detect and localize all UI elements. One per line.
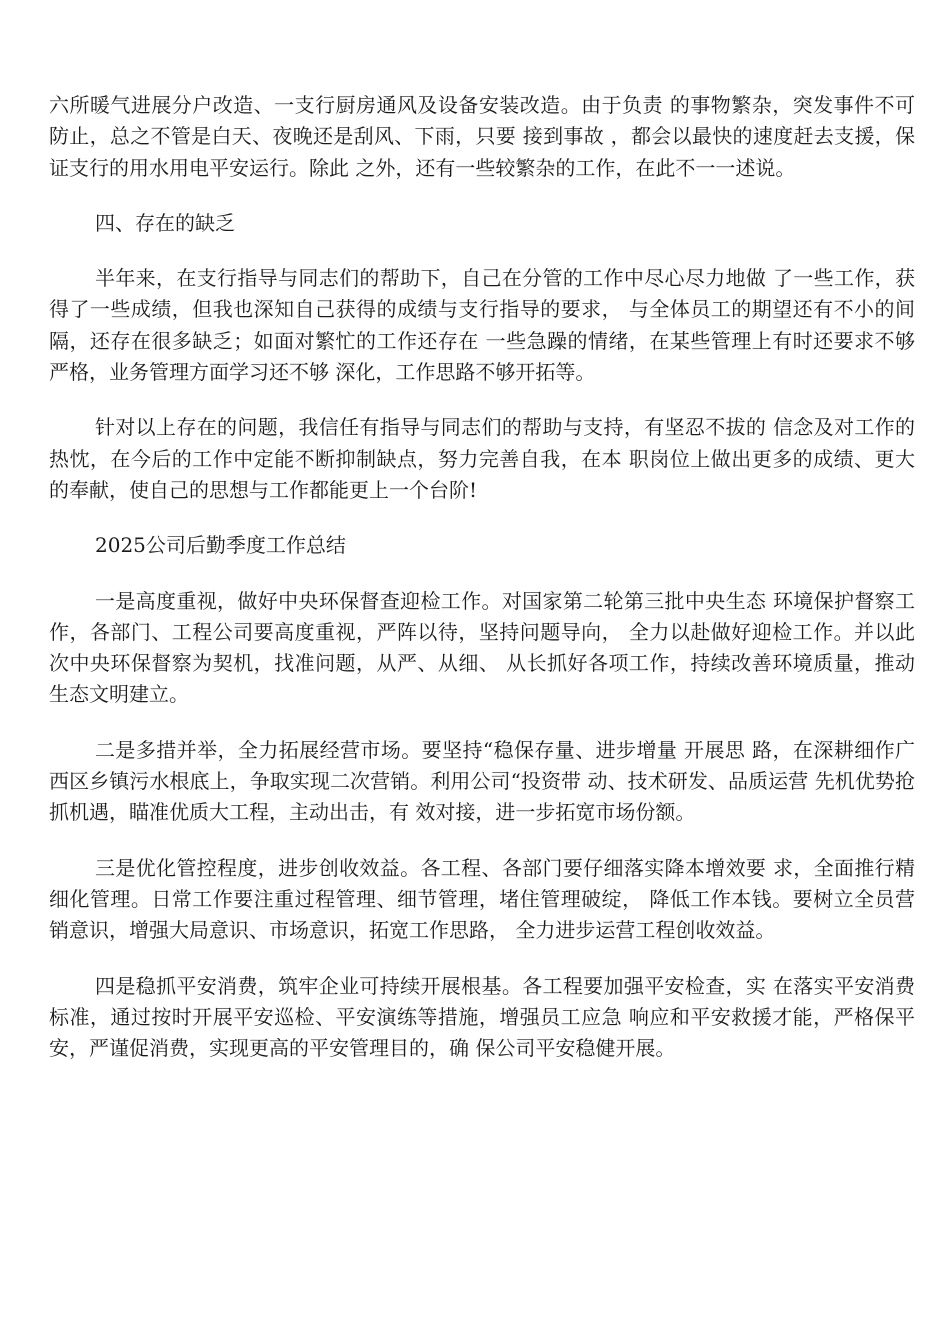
paragraph-improvement: 针对以上存在的问题，我信任有指导与同志们的帮助与支持，有坚忍不拔的 信念及对工作的热忱，在今后的工作中定能不断抑制缺点，努力完善自我，在本 职岗位上做出更多的成绩、更大的奉献，使自己的思想与工作都能更上一个台阶! [49,415,915,502]
paragraph-point-three: 三是优化管控程度，进步创收效益。各工程、各部门要仔细落实降本增效要 求，全面推行精细化管理。日常工作要注重过程管理、细节管理，堵住管理破绽， 降低工作本钱。要树立全员营销意识，增强大局意识、市场意识，拓宽工作思路， 全力进步运营工程创收效益。 [49,855,915,943]
paragraph-point-one: 一是高度重视，做好中央环保督查迎检工作。对国家第二轮第三批中央生态 环境保护督察工作，各部门、工程公司要高度重视，严阵以待，坚持问题导向， 全力以赴做好迎检工作。并以此次中央环保督察为契机，找准问题，从严、从细、 从长抓好各项工作，持续改善环境质量，推动生态文明建立。 [49,588,915,707]
document-body [49,90,915,1088]
paragraph-shortcomings: 半年来，在支行指导与同志们的帮助下，自己在分管的工作中尽心尽力地做 了一些工作，获得了一些成绩，但我也深知自己获得的成绩与支行指导的要求， 与全体员工的期望还有不小的间隔，还存在很多缺乏；如面对繁忙的工作还存在 一些急躁的情绪，在某些管理上有时还要求不够严格，业务管理方面学习还不够 深化，工作思路不够开拓等。 [49,266,915,385]
section-heading-quarterly-summary: 2025公司后勤季度工作总结 [95,533,346,558]
paragraph-point-two: 二是多措并举，全力拓展经营市场。要坚持“稳保存量、进步增量 开展思 路，在深耕细作广西区乡镇污水根底上，争取实现二次营销。利用公司“投资带 动、技术研发、品质运营 先机优势抢抓机遇，瞄准优质大工程，主动出击，有 效对接，进一步拓宽市场份额。 [49,737,915,825]
paragraph-continuation: 六所暖气进展分户改造、一支行厨房通风及设备安装改造。由于负责 的事物繁杂，突发事件不可防止，总之不管是白天、夜晚还是刮风、下雨，只要 接到事故 ，都会以最快的速度赶去支援，保证支行的用水用电平安运行。除此 之外，还有一些较繁杂的工作，在此不一一述说。 [49,93,915,180]
paragraph-point-four: 四是稳抓平安消费，筑牢企业可持续开展根基。各工程要加强平安检查，实 在落实平安消费标准，通过按时开展平安巡检、平安演练等措施，增强员工应急 响应和平安救援才能，严格保平安，严谨促消费，实现更高的平安管理目的，确 保公司平安稳健开展。 [49,973,915,1061]
section-heading-shortcomings: 四、存在的缺乏 [95,210,235,235]
